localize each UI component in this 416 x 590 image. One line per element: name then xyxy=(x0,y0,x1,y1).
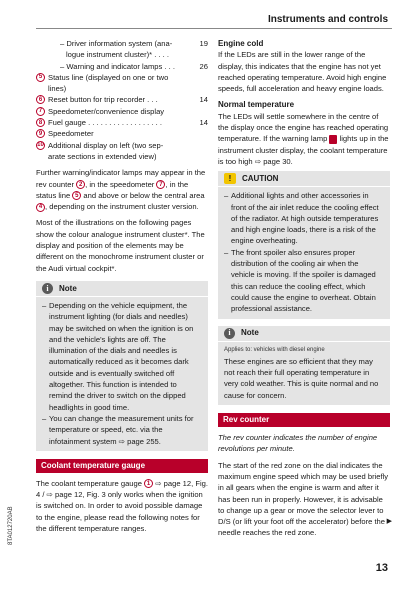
warning-lamps-paragraph: Further warning/indicator lamps may appear in the rev counter 2 , in the speedometer 7 , in the status line 5 and above or below the central area 4 , depending on the instrument cluster version. xyxy=(36,168,206,212)
legend-item-text: – Driver information system (ana- xyxy=(60,39,173,48)
page-number: 13 xyxy=(375,562,388,574)
legend-item-page: 14 xyxy=(199,118,208,128)
legend-item-page: 19 xyxy=(199,39,208,48)
callout-number: 8 xyxy=(36,118,45,127)
legend-item xyxy=(36,72,208,95)
callout-number: 5 xyxy=(36,73,45,82)
note-title: Note xyxy=(241,328,259,338)
caution-box xyxy=(218,171,390,318)
page-header xyxy=(0,0,416,30)
legend-item-page: 14 xyxy=(199,95,208,105)
legend-item xyxy=(36,140,208,163)
note-body xyxy=(36,297,208,447)
callout-number: 7 xyxy=(156,180,165,189)
legend-item-text: Status line (displayed on one or two xyxy=(48,72,169,82)
rev-counter-intro: The rev counter indicates the number of engine revolutions per minute. xyxy=(218,433,378,454)
callout-number: 2 xyxy=(76,180,85,189)
diesel-note-text: These engines are so efficient that they may not reach their full operating temperature in very cold weather. This is quite normal and no cause for concern. xyxy=(224,356,379,400)
legend-item-text: Speedometer xyxy=(48,129,94,139)
legend-item xyxy=(36,61,208,72)
warning-icon: ! xyxy=(224,173,236,184)
legend-item-page: 26 xyxy=(199,61,208,71)
callout-number: 1 xyxy=(144,479,153,488)
legend-item-text: Fuel gauge . . . . . . . . . . . . . . . . . . xyxy=(48,118,162,128)
callout-number: 9 xyxy=(36,129,45,138)
legend-item xyxy=(36,128,208,139)
normal-temperature-paragraph: The LEDs will settle somewhere in the centre of the display once the engine has reached operating temperature. If the warning lamp lights up in the instrument cluster display, the coolant temperature is too high ⇨ page 30. xyxy=(218,111,389,166)
note-body xyxy=(218,342,390,401)
legend-item-text: arate sections in extended view) xyxy=(48,151,157,161)
note-item: – Depending on the vehicle equipment, the instrument lighting (for dials and needles) may be switched on when the ignition is on and the vehicle's lights are off. The illumination of the dials and needles is automatically reduced as it becomes dark outside and is eventually switched off altogether. This function is intended to remind the driver to switch on the dipped headlights in good time. xyxy=(42,300,194,412)
note-header xyxy=(36,281,208,297)
legend-item-text: logue instrument cluster)* . . . . xyxy=(66,50,169,60)
left-column xyxy=(36,38,208,534)
illustrations-paragraph: Most of the illustrations on the following pages show the colour analogue instrument cluster*. The display and position of the elements may be different on the monochrome instrument cluster or the Audi virtual cockpit*. xyxy=(36,218,205,273)
coolant-section-heading: Coolant temperature gauge xyxy=(36,459,208,473)
legend-item-text: Reset button for trip recorder . . . xyxy=(48,95,158,105)
note-box xyxy=(36,281,208,451)
legend-item-text: Additional display on left (two sep- xyxy=(48,140,164,150)
caution-header xyxy=(218,171,390,187)
callout-number: 7 xyxy=(36,107,45,116)
caution-title: CAUTION xyxy=(242,174,279,184)
normal-temperature-heading: Normal temperature xyxy=(218,100,295,110)
legend-item-text: Speedometer/convenience display xyxy=(48,106,165,116)
callout-number: 6 xyxy=(36,95,45,104)
callout-number: 10 xyxy=(37,142,44,149)
continue-arrow-icon: ▶ xyxy=(386,518,392,525)
engine-cold-heading: Engine cold xyxy=(218,39,264,48)
rev-counter-paragraph: The start of the red zone on the dial indicates the maximum engine speed which may be used briefly in all gears when the engine is warm and after it has been run in properly. However, it is advisable to change up a gear or move the selector lever to D/S (or lift your foot off the accelerator) before the needle reaches the red zone. xyxy=(218,460,389,538)
info-icon: i xyxy=(42,283,53,294)
callout-number: 5 xyxy=(72,191,81,200)
legend-item xyxy=(36,117,208,128)
caution-item: – The front spoiler also ensures proper distribution of the cooling air when the vehicle is moving. If the spoiler is damaged this can reduce the cooling effect, which could cause the engine to overheat. Obtain professional assistance. xyxy=(224,247,376,314)
note-header xyxy=(218,326,390,342)
legend-item xyxy=(36,106,208,117)
legend-item-text: lines) xyxy=(48,84,67,94)
engine-cold-paragraph: If the LEDs are still in the lower range of the display, this indicates that the engine has not yet reached operating temperature. Avoid high engine speeds, full acceleration and heavy engine loads. xyxy=(218,50,387,94)
legend-list xyxy=(36,38,208,162)
diesel-note-box xyxy=(218,326,390,405)
applies-to-label: Applies to: vehicles with diesel engine xyxy=(224,346,325,353)
rev-counter-heading: Rev counter xyxy=(218,413,390,427)
coolant-paragraph: The coolant temperature gauge 1 ⇨ page 12, Fig. 4 / ⇨ page 12, Fig. 3 only works when the ignition is switched on. In order to avoid possible damage to the engine, please read the following notes for the different temperature ranges. xyxy=(36,478,208,533)
legend-item-text: – Warning and indicator lamps . . . xyxy=(60,61,175,71)
info-icon: i xyxy=(224,328,235,339)
caution-item: – Additional lights and other accessories in front of the air inlet reduce the cooling effect of the radiator. At high outside temperatures and high engine loads, there is a risk of the engine overheating. xyxy=(224,191,379,246)
header-divider xyxy=(36,28,392,29)
document-code: 8TA012720AB xyxy=(8,506,14,545)
legend-item xyxy=(36,38,208,61)
note-item: – You can change the measurement units for temperature or speed, etc. via the infotainment system ⇨ page 255. xyxy=(42,413,194,446)
caution-body xyxy=(218,187,390,314)
callout-number: 4 xyxy=(36,203,45,212)
right-column xyxy=(218,38,390,539)
legend-item xyxy=(36,94,208,105)
chapter-title: Instruments and controls xyxy=(267,14,388,25)
note-title: Note xyxy=(59,283,77,293)
